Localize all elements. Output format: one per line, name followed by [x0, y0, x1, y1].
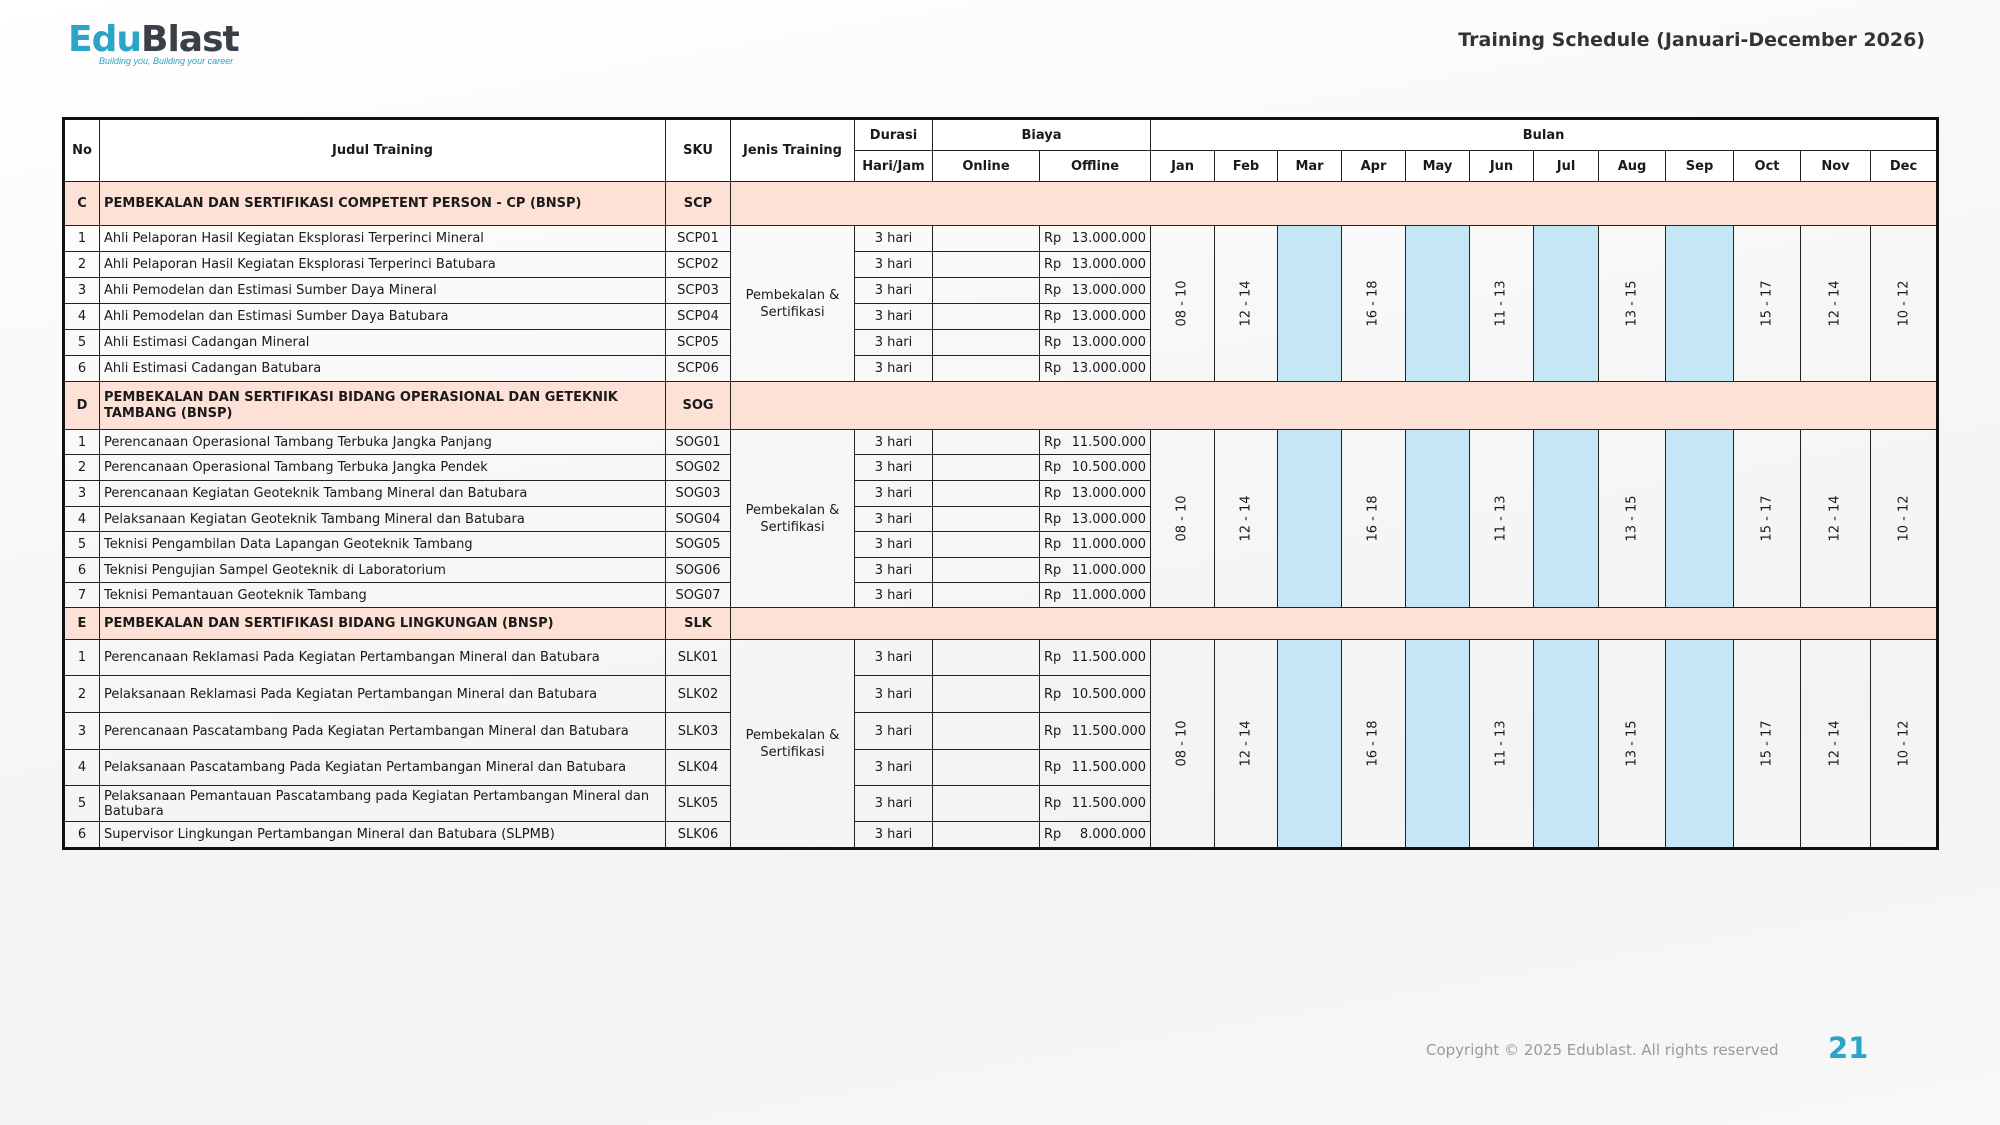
page-title: Training Schedule (Januari-December 2026)	[1458, 29, 1925, 51]
row-offline-cost	[1040, 455, 1151, 481]
currency-label: Rp	[1044, 335, 1062, 350]
row-offline-cost	[1040, 252, 1151, 278]
offline-amount: 11.500.000	[1071, 723, 1147, 739]
schedule-oct	[1734, 226, 1801, 382]
row-durasi: 3 hari	[855, 558, 933, 583]
row-no: 3	[64, 481, 100, 507]
row-no: 6	[64, 558, 100, 583]
row-title: Ahli Pelaporan Hasil Kegiatan Eksplorasi Terperinci Mineral	[100, 226, 666, 252]
currency-label: Rp	[1044, 309, 1062, 324]
schedule-jan	[1151, 430, 1215, 608]
row-online	[933, 304, 1040, 330]
section-code: C	[64, 182, 100, 226]
row-no: 1	[64, 226, 100, 252]
row-offline-cost	[1040, 583, 1151, 608]
row-title: Perencanaan Reklamasi Pada Kegiatan Pertambangan Mineral dan Batubara	[100, 640, 666, 676]
currency-label: Rp	[1044, 231, 1062, 246]
offline-amount: 11.500.000	[1071, 760, 1147, 775]
schedule-oct	[1734, 430, 1801, 608]
row-durasi: 3 hari	[855, 713, 933, 750]
row-online	[933, 786, 1040, 822]
header-online: Online	[933, 151, 1040, 182]
section-title: PEMBEKALAN DAN SERTIFIKASI BIDANG OPERASIONAL DAN GETEKNIK TAMBANG (BNSP)	[100, 382, 666, 430]
schedule-date: 12 - 14	[1828, 495, 1844, 542]
schedule-date: 08 - 10	[1175, 720, 1191, 767]
offline-amount: 13.000.000	[1071, 486, 1147, 501]
row-no: 6	[64, 822, 100, 849]
row-no: 2	[64, 455, 100, 481]
row-durasi: 3 hari	[855, 583, 933, 608]
copyright-text: Copyright © 2025 Edublast. All rights reserved	[1426, 1041, 1779, 1059]
schedule-jul	[1534, 430, 1599, 608]
currency-label: Rp	[1044, 650, 1062, 665]
offline-amount: 10.500.000	[1071, 460, 1147, 475]
row-sku: SOG03	[666, 481, 731, 507]
header-jenis: Jenis Training	[731, 119, 855, 182]
schedule-date: 11 - 13	[1494, 280, 1510, 327]
row-online	[933, 750, 1040, 786]
row-sku: SLK04	[666, 750, 731, 786]
row-jenis: Pembekalan & Sertifikasi	[731, 430, 855, 608]
offline-amount: 8.000.000	[1079, 827, 1147, 842]
offline-amount: 13.000.000	[1071, 231, 1147, 246]
row-offline-cost	[1040, 786, 1151, 822]
header-durasi: Durasi	[855, 119, 933, 151]
offline-amount: 13.000.000	[1071, 309, 1147, 324]
section-sku: SCP	[666, 182, 731, 226]
currency-label: Rp	[1044, 587, 1062, 603]
row-no: 4	[64, 750, 100, 786]
header-month-aug: Aug	[1599, 151, 1666, 182]
row-durasi: 3 hari	[855, 430, 933, 455]
header-month-jul: Jul	[1534, 151, 1599, 182]
header-offline: Offline	[1040, 151, 1151, 182]
schedule-sep	[1666, 226, 1734, 382]
schedule-nov	[1801, 640, 1871, 849]
row-sku: SLK05	[666, 786, 731, 822]
row-online	[933, 430, 1040, 455]
header-month-apr: Apr	[1342, 151, 1406, 182]
header-harijam: Hari/Jam	[855, 151, 933, 182]
section-filler	[731, 382, 1938, 430]
header-row-1	[64, 119, 1938, 151]
row-title: Pelaksanaan Reklamasi Pada Kegiatan Pertambangan Mineral dan Batubara	[100, 676, 666, 713]
row-sku: SLK03	[666, 713, 731, 750]
currency-label: Rp	[1044, 361, 1062, 376]
row-online	[933, 507, 1040, 532]
header-month-jun: Jun	[1470, 151, 1534, 182]
row-sku: SOG05	[666, 532, 731, 558]
row-title: Pelaksanaan Kegiatan Geoteknik Tambang Mineral dan Batubara	[100, 507, 666, 532]
schedule-aug	[1599, 640, 1666, 849]
row-sku: SOG07	[666, 583, 731, 608]
row-no: 3	[64, 278, 100, 304]
row-title: Perencanaan Kegiatan Geoteknik Tambang Mineral dan Batubara	[100, 481, 666, 507]
header-month-feb: Feb	[1215, 151, 1278, 182]
schedule-nov	[1801, 226, 1871, 382]
row-offline-cost	[1040, 356, 1151, 382]
row-title: Perencanaan Operasional Tambang Terbuka Jangka Panjang	[100, 430, 666, 455]
schedule-jun	[1470, 226, 1534, 382]
row-offline-cost	[1040, 304, 1151, 330]
schedule-may	[1406, 226, 1470, 382]
row-title: Ahli Estimasi Cadangan Batubara	[100, 356, 666, 382]
row-title: Ahli Pemodelan dan Estimasi Sumber Daya Batubara	[100, 304, 666, 330]
schedule-jan	[1151, 640, 1215, 849]
row-durasi: 3 hari	[855, 786, 933, 822]
schedule-apr	[1342, 226, 1406, 382]
offline-amount: 11.000.000	[1071, 537, 1147, 552]
schedule-jan	[1151, 226, 1215, 382]
row-no: 1	[64, 430, 100, 455]
row-sku: SOG02	[666, 455, 731, 481]
logo-blast: Blast	[141, 19, 239, 60]
row-no: 6	[64, 356, 100, 382]
schedule-date: 15 - 17	[1759, 720, 1775, 767]
row-offline-cost	[1040, 640, 1151, 676]
row-sku: SOG06	[666, 558, 731, 583]
schedule-date: 08 - 10	[1175, 280, 1191, 327]
offline-amount: 13.000.000	[1071, 361, 1147, 376]
row-durasi: 3 hari	[855, 252, 933, 278]
currency-label: Rp	[1044, 796, 1062, 811]
schedule-date: 12 - 14	[1238, 495, 1254, 542]
schedule-date: 15 - 17	[1759, 280, 1775, 327]
schedule-date: 16 - 18	[1366, 495, 1382, 542]
offline-amount: 11.500.000	[1071, 650, 1147, 665]
schedule-feb	[1215, 640, 1278, 849]
section-filler	[731, 182, 1938, 226]
header-month-may: May	[1406, 151, 1470, 182]
row-offline-cost	[1040, 430, 1151, 455]
schedule-jun	[1470, 430, 1534, 608]
header-month-mar: Mar	[1278, 151, 1342, 182]
offline-amount: 11.500.000	[1071, 434, 1147, 450]
section-row-e	[64, 608, 1938, 640]
schedule-date: 13 - 15	[1624, 720, 1640, 767]
row-durasi: 3 hari	[855, 278, 933, 304]
offline-amount: 11.000.000	[1071, 562, 1147, 578]
row-online	[933, 455, 1040, 481]
schedule-mar	[1278, 430, 1342, 608]
row-no: 4	[64, 304, 100, 330]
schedule-date: 11 - 13	[1494, 495, 1510, 542]
row-offline-cost	[1040, 822, 1151, 849]
schedule-may	[1406, 430, 1470, 608]
schedule-date: 16 - 18	[1366, 280, 1382, 327]
row-offline-cost	[1040, 558, 1151, 583]
header-sku: SKU	[666, 119, 731, 182]
schedule-dec	[1871, 430, 1938, 608]
row-durasi: 3 hari	[855, 356, 933, 382]
currency-label: Rp	[1044, 511, 1062, 527]
schedule-dec	[1871, 640, 1938, 849]
schedule-sep	[1666, 430, 1734, 608]
row-title: Ahli Pemodelan dan Estimasi Sumber Daya Mineral	[100, 278, 666, 304]
row-offline-cost	[1040, 750, 1151, 786]
row-online	[933, 583, 1040, 608]
row-sku: SCP06	[666, 356, 731, 382]
currency-label: Rp	[1044, 434, 1062, 450]
row-offline-cost	[1040, 278, 1151, 304]
schedule-date: 15 - 17	[1759, 495, 1775, 542]
section-sku: SOG	[666, 382, 731, 430]
table-row	[64, 226, 1938, 252]
row-online	[933, 356, 1040, 382]
row-no: 5	[64, 786, 100, 822]
schedule-jul	[1534, 640, 1599, 849]
offline-amount: 11.500.000	[1071, 796, 1147, 811]
row-sku: SLK06	[666, 822, 731, 849]
schedule-date: 12 - 14	[1238, 280, 1254, 327]
schedule-may	[1406, 640, 1470, 849]
section-title: PEMBEKALAN DAN SERTIFIKASI BIDANG LINGKUNGAN (BNSP)	[100, 608, 666, 640]
schedule-body	[64, 182, 1938, 849]
logo-wordmark	[68, 19, 239, 60]
row-offline-cost	[1040, 713, 1151, 750]
schedule-date: 13 - 15	[1624, 495, 1640, 542]
row-online	[933, 558, 1040, 583]
currency-label: Rp	[1044, 486, 1062, 501]
section-title: PEMBEKALAN DAN SERTIFIKASI COMPETENT PERSON - CP (BNSP)	[100, 182, 666, 226]
row-offline-cost	[1040, 676, 1151, 713]
header-month-nov: Nov	[1801, 151, 1871, 182]
section-sku: SLK	[666, 608, 731, 640]
row-title: Teknisi Pengambilan Data Lapangan Geoteknik Tambang	[100, 532, 666, 558]
row-title: Pelaksanaan Pemantauan Pascatambang pada Kegiatan Pertambangan Mineral dan Batubara	[100, 786, 666, 822]
row-offline-cost	[1040, 532, 1151, 558]
row-no: 7	[64, 583, 100, 608]
header-biaya: Biaya	[933, 119, 1151, 151]
schedule-date: 10 - 12	[1896, 280, 1912, 327]
offline-amount: 11.000.000	[1071, 587, 1147, 603]
row-title: Pelaksanaan Pascatambang Pada Kegiatan Pertambangan Mineral dan Batubara	[100, 750, 666, 786]
row-sku: SCP02	[666, 252, 731, 278]
row-offline-cost	[1040, 226, 1151, 252]
row-sku: SLK01	[666, 640, 731, 676]
row-sku: SCP01	[666, 226, 731, 252]
schedule-apr	[1342, 640, 1406, 849]
offline-amount: 13.000.000	[1071, 335, 1147, 350]
currency-label: Rp	[1044, 562, 1062, 578]
row-durasi: 3 hari	[855, 532, 933, 558]
row-title: Supervisor Lingkungan Pertambangan Mineral dan Batubara (SLPMB)	[100, 822, 666, 849]
schedule-mar	[1278, 226, 1342, 382]
row-sku: SCP03	[666, 278, 731, 304]
row-no: 2	[64, 252, 100, 278]
table-row	[64, 430, 1938, 455]
row-durasi: 3 hari	[855, 750, 933, 786]
currency-label: Rp	[1044, 460, 1062, 475]
row-online	[933, 278, 1040, 304]
row-online	[933, 822, 1040, 849]
currency-label: Rp	[1044, 723, 1062, 739]
currency-label: Rp	[1044, 537, 1062, 552]
row-offline-cost	[1040, 507, 1151, 532]
row-durasi: 3 hari	[855, 676, 933, 713]
schedule-date: 10 - 12	[1896, 720, 1912, 767]
logo-tagline: Building you, Building your career	[99, 56, 234, 66]
schedule-aug	[1599, 226, 1666, 382]
row-durasi: 3 hari	[855, 481, 933, 507]
currency-label: Rp	[1044, 257, 1062, 272]
schedule-dec	[1871, 226, 1938, 382]
row-no: 1	[64, 640, 100, 676]
schedule-date: 16 - 18	[1366, 720, 1382, 767]
row-online	[933, 640, 1040, 676]
currency-label: Rp	[1044, 760, 1062, 775]
offline-amount: 13.000.000	[1071, 511, 1147, 527]
section-filler	[731, 608, 1938, 640]
edublast-logo	[68, 19, 239, 66]
header-no: No	[64, 119, 100, 182]
offline-amount: 10.500.000	[1071, 686, 1147, 702]
logo-edu: Edu	[68, 19, 141, 60]
offline-amount: 13.000.000	[1071, 283, 1147, 298]
row-title: Teknisi Pemantauan Geoteknik Tambang	[100, 583, 666, 608]
row-online	[933, 481, 1040, 507]
row-durasi: 3 hari	[855, 304, 933, 330]
row-sku: SOG04	[666, 507, 731, 532]
row-sku: SCP05	[666, 330, 731, 356]
header-judul: Judul Training	[100, 119, 666, 182]
section-row-d	[64, 382, 1938, 430]
currency-label: Rp	[1044, 283, 1062, 298]
currency-label: Rp	[1044, 686, 1062, 702]
row-online	[933, 252, 1040, 278]
header-month-oct: Oct	[1734, 151, 1801, 182]
row-durasi: 3 hari	[855, 226, 933, 252]
schedule-date: 12 - 14	[1828, 280, 1844, 327]
schedule-date: 08 - 10	[1175, 495, 1191, 542]
row-no: 5	[64, 330, 100, 356]
header-month-jan: Jan	[1151, 151, 1215, 182]
row-durasi: 3 hari	[855, 330, 933, 356]
schedule-jul	[1534, 226, 1599, 382]
row-jenis: Pembekalan & Sertifikasi	[731, 640, 855, 849]
currency-label: Rp	[1044, 827, 1062, 842]
schedule-mar	[1278, 640, 1342, 849]
row-no: 4	[64, 507, 100, 532]
row-durasi: 3 hari	[855, 507, 933, 532]
row-title: Perencanaan Pascatambang Pada Kegiatan Pertambangan Mineral dan Batubara	[100, 713, 666, 750]
schedule-date: 12 - 14	[1828, 720, 1844, 767]
row-title: Teknisi Pengujian Sampel Geoteknik di Laboratorium	[100, 558, 666, 583]
row-sku: SOG01	[666, 430, 731, 455]
row-title: Perencanaan Operasional Tambang Terbuka Jangka Pendek	[100, 455, 666, 481]
table-row	[64, 640, 1938, 676]
schedule-oct	[1734, 640, 1801, 849]
schedule-sep	[1666, 640, 1734, 849]
section-row-c	[64, 182, 1938, 226]
row-online	[933, 330, 1040, 356]
row-online	[933, 532, 1040, 558]
row-title: Ahli Pelaporan Hasil Kegiatan Eksplorasi Terperinci Batubara	[100, 252, 666, 278]
training-schedule-table	[62, 117, 1939, 850]
row-no: 5	[64, 532, 100, 558]
schedule-feb	[1215, 430, 1278, 608]
row-durasi: 3 hari	[855, 455, 933, 481]
row-sku: SLK02	[666, 676, 731, 713]
row-sku: SCP04	[666, 304, 731, 330]
row-online	[933, 676, 1040, 713]
schedule-date: 12 - 14	[1238, 720, 1254, 767]
header-month-sep: Sep	[1666, 151, 1734, 182]
row-no: 2	[64, 676, 100, 713]
row-jenis: Pembekalan & Sertifikasi	[731, 226, 855, 382]
schedule-feb	[1215, 226, 1278, 382]
schedule-nov	[1801, 430, 1871, 608]
section-code: D	[64, 382, 100, 430]
row-online	[933, 226, 1040, 252]
section-code: E	[64, 608, 100, 640]
row-title: Ahli Estimasi Cadangan Mineral	[100, 330, 666, 356]
schedule-aug	[1599, 430, 1666, 608]
row-durasi: 3 hari	[855, 822, 933, 849]
header-bulan: Bulan	[1151, 119, 1938, 151]
schedule-jun	[1470, 640, 1534, 849]
row-offline-cost	[1040, 481, 1151, 507]
row-offline-cost	[1040, 330, 1151, 356]
schedule-apr	[1342, 430, 1406, 608]
schedule-date: 11 - 13	[1494, 720, 1510, 767]
offline-amount: 13.000.000	[1071, 257, 1147, 272]
page-number: 21	[1828, 1031, 1869, 1065]
row-durasi: 3 hari	[855, 640, 933, 676]
row-no: 3	[64, 713, 100, 750]
schedule-date: 10 - 12	[1896, 495, 1912, 542]
header-month-dec: Dec	[1871, 151, 1938, 182]
row-online	[933, 713, 1040, 750]
schedule-date: 13 - 15	[1624, 280, 1640, 327]
